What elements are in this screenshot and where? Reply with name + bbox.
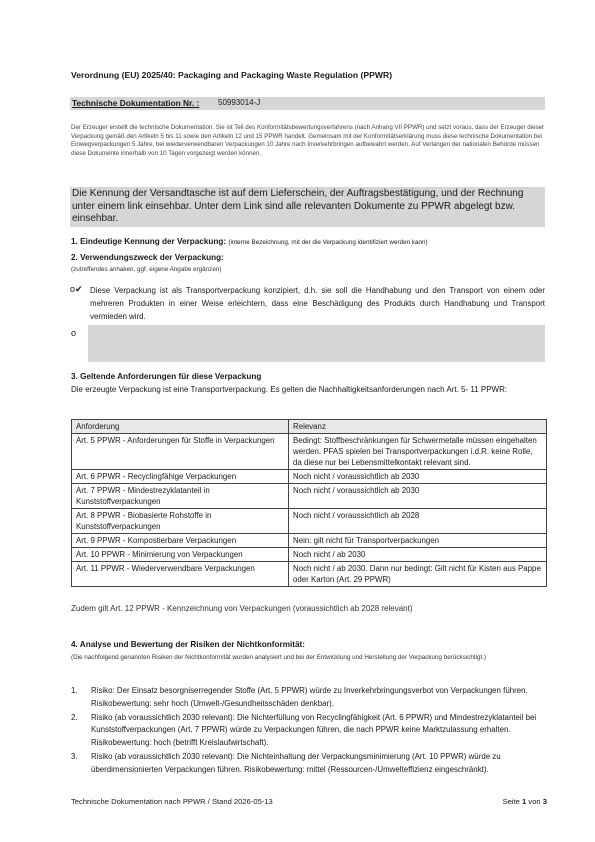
section4-note: (Die nachfolgend genannten Risiken der Nichtkonformität wurden analysiert und bei der Entwicklung und Herstellung der Verpackung berücksichtigt.) xyxy=(71,654,487,661)
page-sep: von xyxy=(528,797,541,806)
section3-after-table: Zudem gilt Art. 12 PPWR - Kennzeichnung von Verpackungen (voraussichtlich ab 2028 relevant) xyxy=(71,604,413,613)
list-item xyxy=(71,712,547,750)
section1-note: (interne Bezeichnung, mit der die Verpackung identifiziert werden kann) xyxy=(228,239,428,246)
list-item xyxy=(71,751,547,776)
table-row xyxy=(72,434,547,470)
risk-number: 3. xyxy=(71,751,78,761)
page-label: Seite xyxy=(502,797,520,806)
table-row xyxy=(72,484,547,509)
footer-page-number xyxy=(503,797,547,806)
table-cell: Noch nicht / voraussichtlich ab 2028 xyxy=(289,509,547,534)
section1-title: 1. Eindeutige Kennung der Verpackung: xyxy=(71,237,227,246)
table-row xyxy=(72,470,547,484)
option1-text: Diese Verpackung ist als Transportverpackung konzipiert, d.h. sie soll die Handhabung und den Transport von einem oder mehreren Produkten in einer Weise erleichtern, dass eine Beschädigung des Produkts durch Handhabung und Transport vermieden wird. xyxy=(90,286,545,321)
option2-custom-field[interactable] xyxy=(88,325,545,362)
risk-number: 1. xyxy=(71,686,78,695)
table-cell: Noch nicht / ab 2030 xyxy=(289,548,547,562)
intro-paragraph: Der Erzeuger erstellt die technische Dokumentation. Sie ist Teil des Konformitätsbewertungsverfahrens (nach Anhang VII PPWR) und setzt voraus, dass der Erzeuger dieser Verpackung gemäß den Artikeln 5 bis 11 sowie den Artikeln 12 und 15 PPWR handelt. Gemeinsam mit der Konformitätserklärung muss diese technische Dokumentation bei Einwegverpackungen 5 Jahre, bei wiederverwendbaren Verpackungen 10 Jahre nach Inverkehrbringen aufbewahrt werden. Auf Verlangen der nationalen Behörde müssen diese Dokumente innerhalb von 10 Tagen vorgezeigt werden können. xyxy=(71,124,545,157)
section3-text: Die erzeugte Verpackung ist eine Transportverpackung. Es gelten die Nachhaltigkeitsanforderungen nach Art. 5- 11 PPWR: xyxy=(71,385,508,394)
table-cell: Art. 11 PPWR - Wiederverwendbare Verpackungen xyxy=(72,562,289,587)
section2-heading: 2. Verwendungszweck der Verpackung: xyxy=(71,253,224,262)
section3-heading: 3. Geltende Anforderungen für diese Verpackung xyxy=(71,372,262,381)
highlight-text: Die Kennung der Versandtasche ist auf dem Lieferschein, der Auftragsbestätigung, und der Rechnung unter einem link einsehbar. Unter dem Link sind alle relevanten Dokumente zu PPWR abgelegt bzw. einsehbar. xyxy=(72,188,524,224)
document-title: Verordnung (EU) 2025/40: Packaging and Packaging Waste Regulation (PPWR) xyxy=(71,70,393,80)
table-header-row xyxy=(72,420,547,434)
table-cell: Art. 5 PPWR - Anforderungen für Stoffe in Verpackungen xyxy=(72,434,289,470)
table-header-requirement: Anforderung xyxy=(72,420,289,434)
table-cell: Art. 9 PPWR - Kompostierbare Verpackungen xyxy=(72,534,289,548)
risk-text: Risiko (ab voraussichtlich 2030 relevant): Die Nichterfüllung von Recyclingfähigkeit (Art. 6 PPWR) und Mindestrezyklatanteil bei Kunststoffverpackungen (Art. 7 PPWR) würde zu Verpackungen führen, die nach PPWR keine Marktzulassung erhalten. Risikobewertung: hoch (betrifft Kreislaufwirtschaft). xyxy=(91,712,537,747)
table-cell: Noch nicht / ab 2030. Dann nur bedingt: Gilt nicht für Kisten aus Pappe oder Karton (Art. 29 PPWR) xyxy=(289,562,547,587)
option2-checkbox[interactable]: o xyxy=(71,328,77,338)
table-cell: Art. 6 PPWR - Recyclingfähige Verpackungen xyxy=(72,470,289,484)
risk-list xyxy=(71,685,547,778)
risk-text: Risiko (ab voraussichtlich 2030 relevant): Die Nichteinhaltung der Verpackungsminimierung (Art. 10 PPWR) würde zu überdimensionierten Verpackungen führen. Risikobewertung: mittel (Ressourcen-/Umwelteffizienz eingeschränkt). xyxy=(91,751,501,774)
page-total: 3 xyxy=(542,797,547,806)
doc-number-label: Technische Dokumentation Nr. : xyxy=(72,98,200,108)
table-cell: Bedingt: Stoffbeschränkungen für Schwermetalle müssen eingehalten werden. PFAS spielen bei Transportverpackungen i.d.R. keine Rolle, da diese nur bei Lebensmittelkontakt relevant sind. xyxy=(289,434,547,470)
footer-left: Technische Dokumentation nach PPWR / Stand 2026-05-13 xyxy=(71,797,273,806)
table-cell: Art. 10 PPWR - Minimierung von Verpackungen xyxy=(72,548,289,562)
requirements-table xyxy=(71,419,547,587)
page-current: 1 xyxy=(522,797,527,806)
risk-number: 2. xyxy=(71,712,78,722)
section2-note: (zutreffendes anhaken, ggf. eigene Angabe ergänzen) xyxy=(71,266,222,273)
table-cell: Art. 8 PPWR - Biobasierte Rohstoffe in Kunststoffverpackungen xyxy=(72,509,289,534)
table-cell: Art. 7 PPWR - Mindestrezyklatanteil in Kunststoffverpackungen xyxy=(72,484,289,509)
table-cell: Nein: gilt nicht für Transportverpackungen xyxy=(289,534,547,548)
section1-heading xyxy=(71,237,428,246)
table-cell: Noch nicht / voraussichtlich ab 2030 xyxy=(289,484,547,509)
table-row xyxy=(72,562,547,587)
table-cell: Noch nicht / voraussichtlich ab 2030 xyxy=(289,470,547,484)
risk-text: Risiko: Der Einsatz besorgniserregender Stoffe (Art. 5 PPWR) würde zu Inverkehrbringungsverbot von Verpackungen führen. Risikobewertung: sehr hoch (Umwelt-/Gesundheitsschäden denkbar). xyxy=(91,686,528,708)
table-row xyxy=(72,534,547,548)
option1-checkbox[interactable]: o✔ xyxy=(70,284,83,294)
doc-number-value: 50993014-J xyxy=(218,98,261,107)
section4-heading: 4. Analyse und Bewertung der Risiken der Nichtkonformität: xyxy=(71,640,305,649)
list-item xyxy=(71,685,547,710)
table-row xyxy=(72,509,547,534)
table-row xyxy=(72,548,547,562)
table-header-relevance: Relevanz xyxy=(289,420,547,434)
